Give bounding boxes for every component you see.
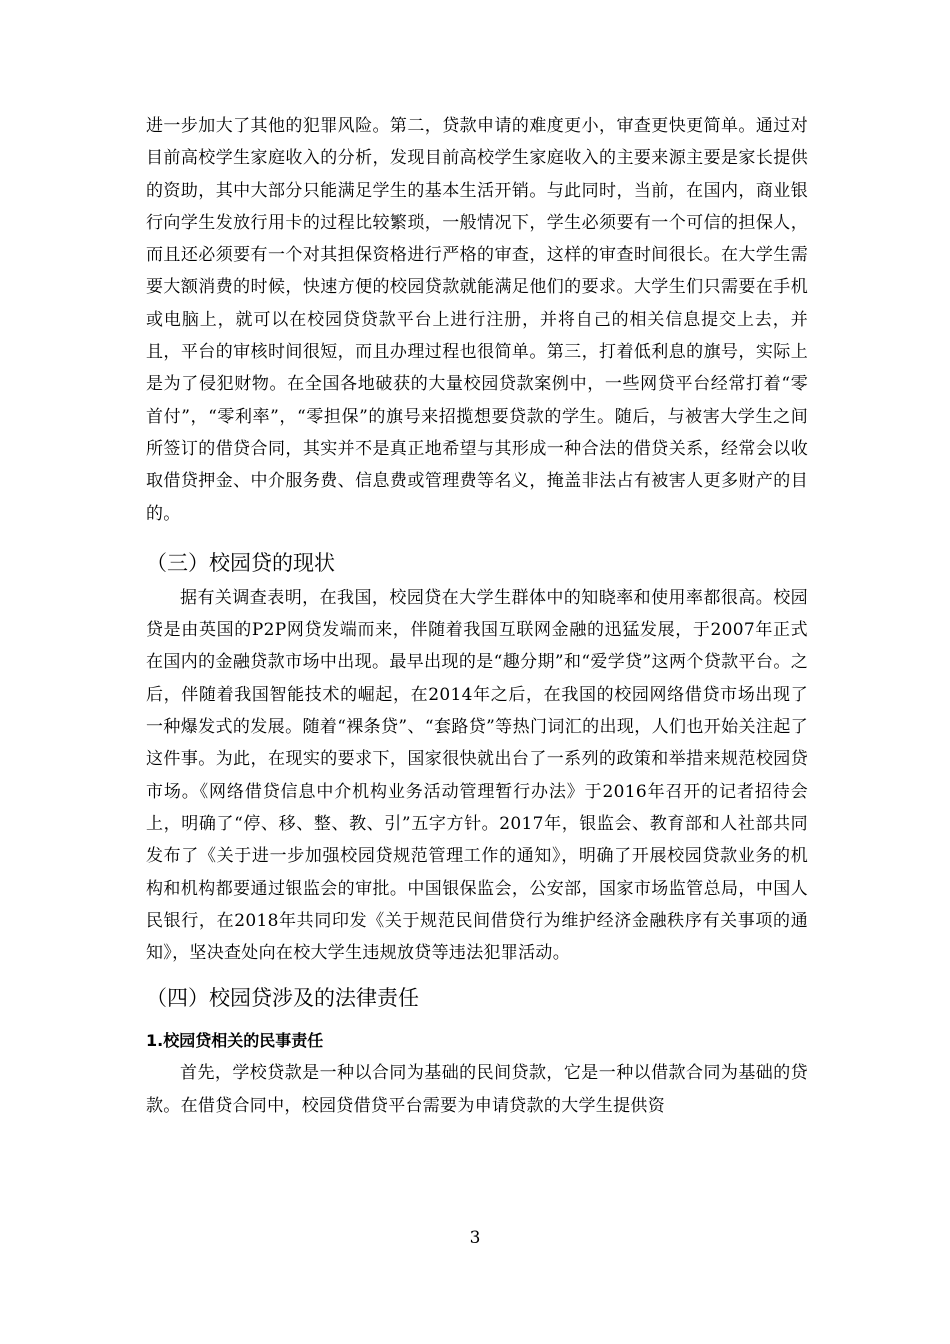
body-paragraph: 进一步加大了其他的犯罪风险。第二，贷款申请的难度更小，审查更快更简单。通过对目前高校学生家庭收入的分析，发现目前高校学生家庭收入的主要来源主要是家长提供的资助，其中大部分只能满足学生的基本生活开销。与此同时，当前，在国内，商业银行向学生发放行用卡的过程比较繁琐，一般情况下，学生必须要有一个可信的担保人，而且还必须要有一个对其担保资格进行严格的审查，这样的审查时间很长。在大学生需要大额消费的时候，快速方便的校园贷款就能满足他们的要求。大学生们只需要在手机或电脑上，就可以在校园贷贷款平台上进行注册，并将自己的相关信息提交上去，并且，平台的审核时间很短，而且办理过程也很简单。第三，打着低利息的旗号，实际上是为了侵犯财物。在全国各地破获的大量校园贷款案例中，一些网贷平台经常打着“零首付”，“零利率”，“零担保”的旗号来招揽想要贷款的学生。随后，与被害大学生之间所签订的借贷合同，其实并不是真正地希望与其形成一种合法的借贷关系，经常会以收取借贷押金、中介服务费、信息费或管理费等名义，掩盖非法占有被害人更多财产的目的。 [146,116,808,524]
subsection-heading: 1.校园贷相关的民事责任 [146,1031,324,1051]
section-heading: （四）校园贷涉及的法律责任 [146,986,419,1011]
body-paragraph: 据有关调查表明，在我国，校园贷在大学生群体中的知晓率和使用率都很高。校园贷是由英国的P2P网贷发端而来，伴随着我国互联网金融的迅猛发展，于2007年正式在国内的金融贷款市场中出现。最早出现的是“趣分期”和“爱学贷”这两个贷款平台。之后，伴随着我国智能技术的崛起，在2014年之后，在我国的校园网络借贷市场出现了一种爆发式的发展。随着“裸条贷”、“套路贷”等热门词汇的出现，人们也开始关注起了这件事。为此，在现实的要求下，国家很快就出台了一系列的政策和举措来规范校园贷市场。《网络借贷信息中介机构业务活动管理暂行办法》于2016年召开的记者招待会上，明确了“停、移、整、教、引”五字方针。2017年，银监会、教育部和人社部共同发布了《关于进一步加强校园贷规范管理工作的通知》，明确了开展校园贷款业务的机构和机构都要通过银监会的审批。中国银保监会，公安部，国家市场监管总局，中国人民银行，在2018年共同印发《关于规范民间借贷行为维护经济金融秩序有关事项的通知》，坚决查处向在校大学生违规放贷等违法犯罪活动。 [146,587,808,964]
section-heading: （三）校园贷的现状 [146,550,335,575]
body-paragraph: 首先，学校贷款是一种以合同为基础的民间贷款，它是一种以借款合同为基础的贷款。在借贷合同中，校园贷借贷平台需要为申请贷款的大学生提供资 [146,1063,808,1116]
document-body [146,110,808,1122]
page-number: 3 [469,1228,481,1248]
